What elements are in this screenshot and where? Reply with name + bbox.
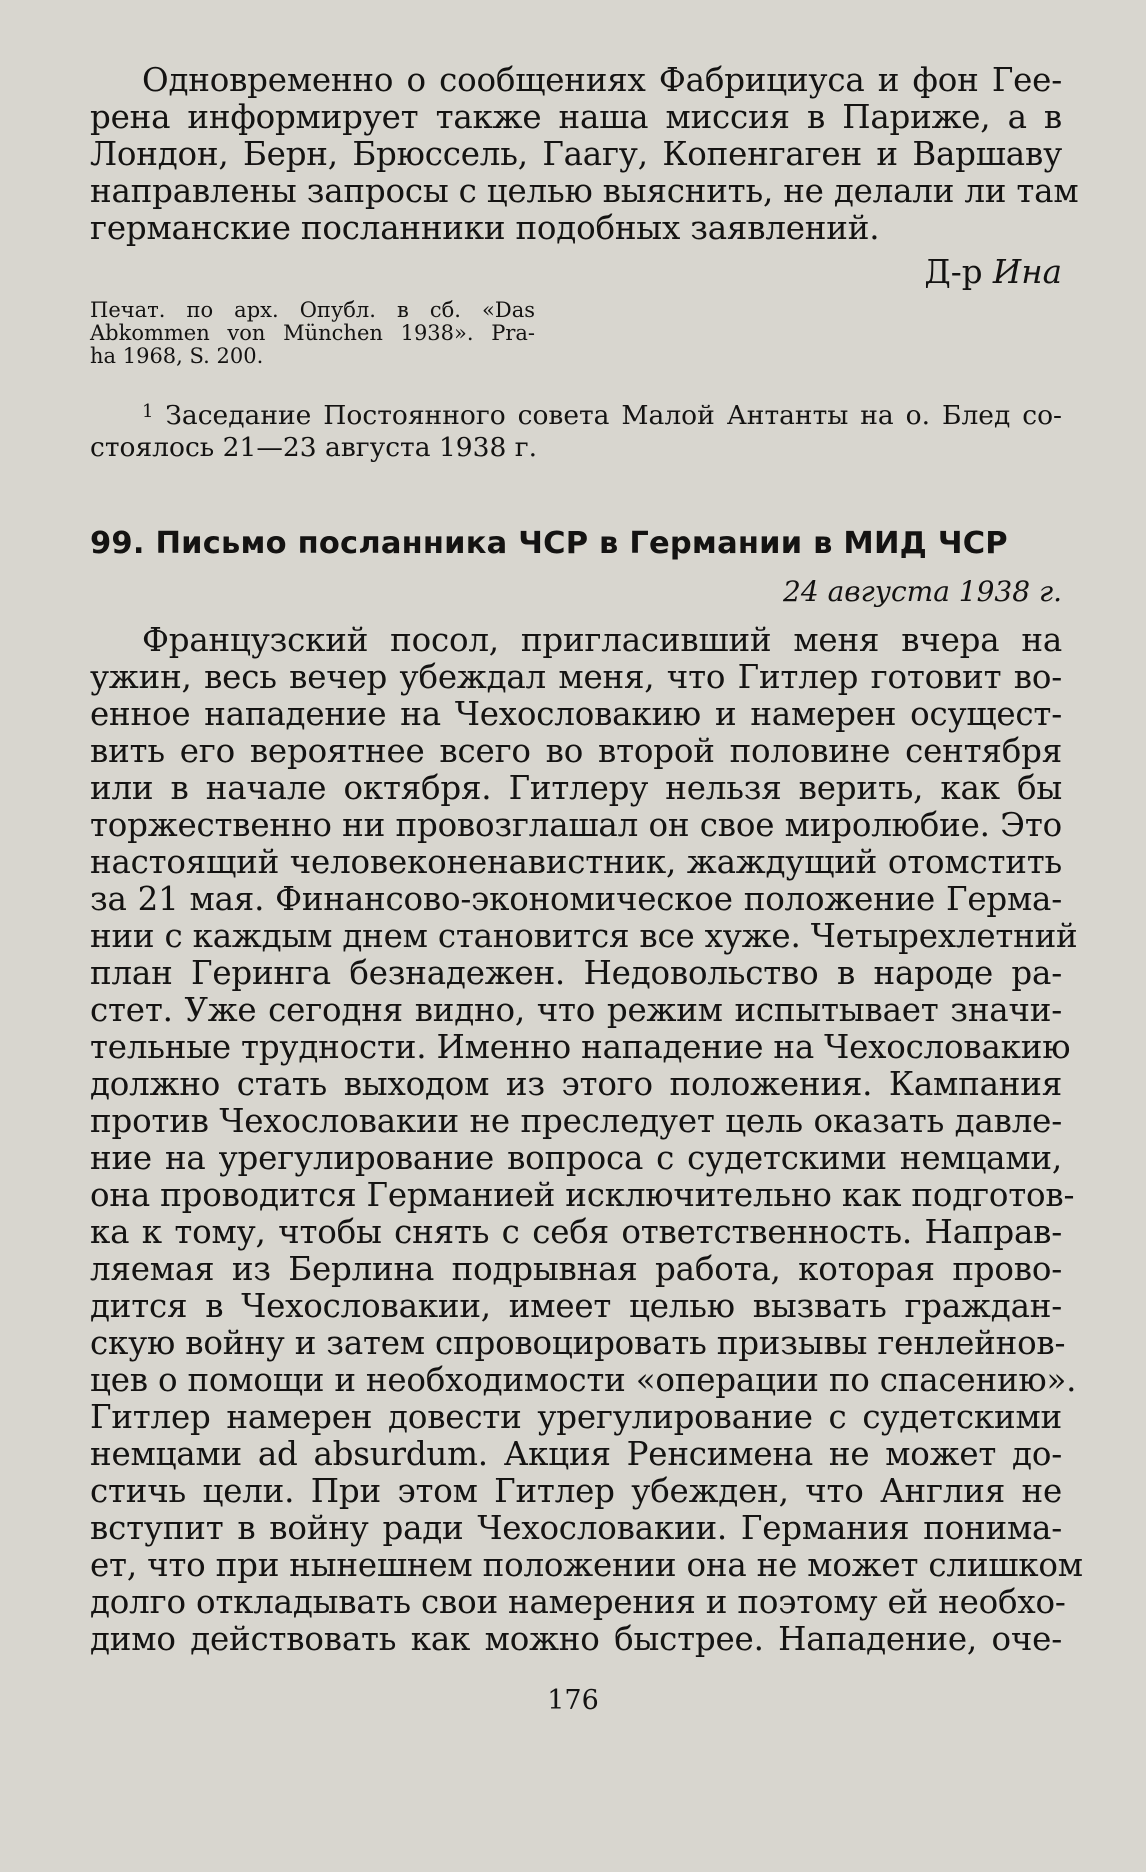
text-line: план Геринга безнадежен. Недовольство в народе ра- — [90, 954, 1062, 992]
text-line: Французский посол, пригласивший меня вчера на — [142, 621, 1062, 659]
text-line: скую войну и затем спровоцировать призывы генлейнов- — [90, 1324, 1066, 1362]
text-line: димо действовать как можно быстрее. Нападение, оче- — [90, 1620, 1062, 1658]
footnote-marker: 1 — [142, 401, 154, 422]
text-line: за 21 мая. Финансово-экономическое положение Герма- — [90, 880, 1062, 918]
text-line: торжественно ни провозглашал он свое миролюбие. Это — [90, 806, 1062, 844]
text-line: енное нападение на Чехословакию и намерен осущест- — [90, 695, 1062, 733]
footnote-line: стоялось 21—23 августа 1938 г. — [90, 432, 538, 463]
text-line: вить его вероятнее всего во второй половине сентября — [90, 732, 1062, 770]
text-line: или в начале октября. Гитлеру нельзя верить, как бы — [90, 769, 1062, 807]
text-line: она проводится Германией исключительно как подготов- — [90, 1176, 1075, 1214]
document-date: 24 августа 1938 г. — [783, 575, 1062, 608]
text-line: должно стать выходом из этого положения. Кампания — [90, 1065, 1062, 1103]
signature — [90, 253, 1062, 291]
text-line: Лондон, Берн, Брюссель, Гаагу, Копенгаген и Варшаву — [90, 135, 1062, 173]
text-line: Гитлер намерен довести урегулирование с судетскими — [90, 1398, 1062, 1436]
text-line: ужин, весь вечер убеждал меня, что Гитлер готовит во- — [90, 658, 1062, 696]
text-line: против Чехословакии не преследует цель оказать давле- — [90, 1102, 1062, 1140]
footnote-line — [90, 396, 1062, 432]
text-line: немцами ad absurdum. Акция Ренсимена не может до- — [90, 1435, 1062, 1473]
text-line: долго откладывать свои намерения и поэтому ей необхо- — [90, 1583, 1066, 1621]
text-line: германские посланники подобных заявлений. — [90, 209, 880, 247]
source-line: ha 1968, S. 200. — [90, 344, 264, 368]
signature-name: Ина — [992, 253, 1062, 291]
text-line: ка к тому, чтобы снять с себя ответственность. Направ- — [90, 1213, 1062, 1251]
text-line: рена информирует также наша миссия в Париже, а в — [90, 98, 1062, 136]
page-number: 176 — [547, 1685, 599, 1716]
text-line: ляемая из Берлина подрывная работа, которая прово- — [90, 1250, 1062, 1288]
text-line: ние на урегулирование вопроса с судетскими немцами, — [90, 1139, 1062, 1177]
signature-prefix: Д-р — [924, 253, 993, 291]
source-line: Печат. по арх. Опубл. в сб. «Das — [90, 298, 535, 322]
text-line: стичь цели. При этом Гитлер убежден, что Англия не — [90, 1472, 1062, 1510]
source-line: Abkommen von München 1938». Pra- — [90, 321, 535, 345]
text-line: цев о помощи и необходимости «операции по спасению». — [90, 1361, 1077, 1399]
document-heading: 99. Письмо посланника ЧСР в Германии в МИД ЧСР — [90, 526, 1008, 561]
text-line: направлены запросы с целью выяснить, не делали ли там — [90, 172, 1079, 210]
intro-paragraph — [90, 61, 1079, 247]
text-line: ет, что при нынешнем положении она не может слишком — [90, 1546, 1083, 1584]
document-body — [90, 621, 1083, 1658]
text-line: дится в Чехословакии, имеет целью вызвать граждан- — [90, 1287, 1062, 1325]
text-line: Одновременно о сообщениях Фабрициуса и фон Гее- — [142, 61, 1062, 99]
text-line: нии с каждым днем становится все хуже. Четырехлетний — [90, 917, 1078, 955]
source-note — [90, 299, 535, 368]
text-line: вступит в войну ради Чехословакии. Германия понима- — [90, 1509, 1062, 1547]
text-line: тельные трудности. Именно нападение на Чехословакию — [90, 1028, 1071, 1066]
text-line: настоящий человеконенавистник, жаждущий отомстить — [90, 843, 1062, 881]
footnote — [90, 396, 1062, 464]
text-line: стет. Уже сегодня видно, что режим испытывает значи- — [90, 991, 1062, 1029]
footnote-text: Заседание Постоянного совета Малой Антанты на о. Блед со- — [165, 400, 1062, 431]
